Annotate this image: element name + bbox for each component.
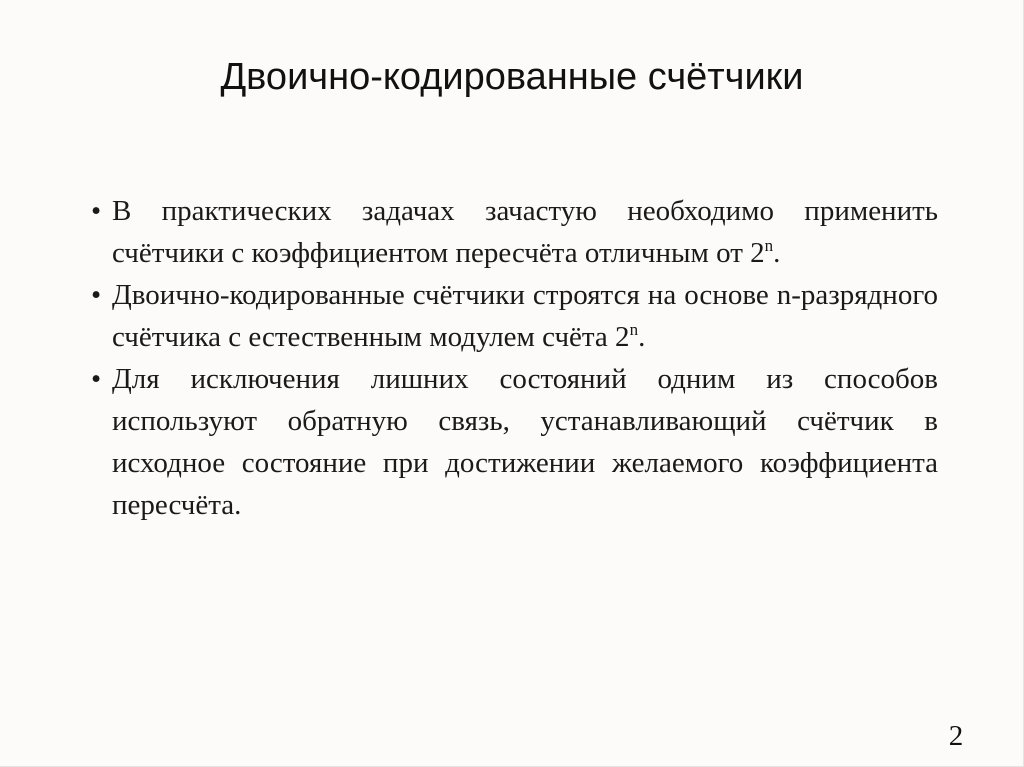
bullet-text-end: . [638,321,646,353]
superscript: n [764,236,774,255]
bullet-text-end: . [773,237,781,269]
bullet-text [112,274,938,358]
bullet-text [112,358,938,526]
bullet-item [90,274,938,358]
bullet-item [90,358,938,526]
bullet-text-main: Для исключения лишних состояний одним из способов используют обратную связь, устанавливающий счётчик в исходное состояние при достижении желаемого коэффициента пересчёта. [112,363,938,521]
bullet-text-main: Двоично-кодированные счётчики строятся на основе n-разрядного счётчика с естественным модулем счёта 2 [112,279,938,353]
bullet-marker: • [91,195,102,227]
bullet-item [90,190,938,274]
superscript: n [629,320,639,339]
bullet-marker: • [91,279,102,311]
slide-title: Двоично-кодированные счётчики [220,56,804,98]
bullet-list [90,190,938,526]
bullet-marker: • [91,363,102,395]
bullet-text [112,190,938,274]
page-number: 2 [948,720,964,752]
bullet-text-main: В практических задачах зачастую необходимо применить счётчики с коэффициентом пересчёта отличным от 2 [112,195,938,269]
